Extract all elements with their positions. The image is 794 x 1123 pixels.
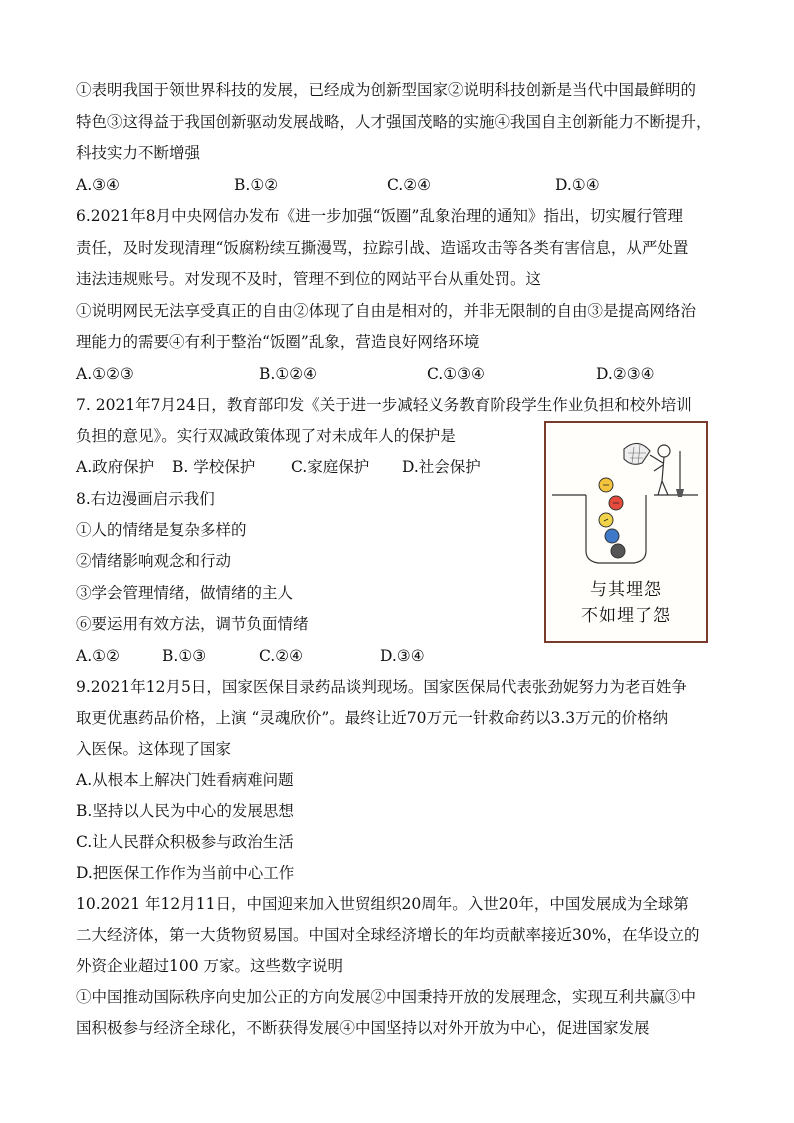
q6-option-d: D.②③④: [596, 365, 655, 383]
q7-option-c: C.家庭保护: [291, 458, 370, 476]
q5-line-2: 特色③这得益于我国创新驱动发展战略，人才强国茂略的实施④我国自主创新能力不断提升，: [76, 113, 712, 131]
q5-line-1: ①表明我国于领世界科技的发展，已经成为创新型国家②说明科技创新是当代中国最鲜明的: [76, 81, 697, 99]
q7-option-b: B. 学校保护: [172, 458, 256, 476]
q8-option-c: C.②④: [259, 647, 304, 665]
q9-line-2: 取更优惠药品价格，上演 “灵魂欣价”。最终让近70万元一针救命药以3.3万元的价格纳: [76, 709, 669, 727]
q9-option-c: C.让人民群众积极参与政治生活: [76, 833, 294, 851]
q8-option-b: B.①③: [162, 647, 207, 665]
q6-line-3: 违法违规账号。对发现不及时，管理不到位的网站平台从重处罚。这: [76, 270, 542, 288]
cartoon-illustration: [544, 421, 708, 643]
cartoon-caption-2: 不如埋了怨: [581, 606, 671, 626]
q6-line-2: 责任，及时发现清理“饭腐粉续互撕漫骂，拉踪引战、造谣攻击等各类有害信息，从严处置: [76, 239, 689, 257]
q9-line-3: 入医保。这体现了国家: [76, 740, 232, 758]
q10-line-4: ①中国推动国际秩序向史加公正的方向发展②中国秉持开放的发展理念，实现互利共赢③中: [76, 988, 697, 1006]
q10-line-3: 外资企业超过100 万家。这些数字说明: [76, 957, 344, 975]
q7-option-a: A.政府保护: [76, 458, 155, 476]
q10-line-2: 二大经济体，第一大货物贸易国。中国对全球经济增长的年均贡献率接近30%，在华设立的: [76, 926, 700, 944]
cartoon-caption-1: 与其埋怨: [590, 580, 662, 600]
q5-option-d: D.①④: [555, 176, 600, 194]
q8-stem: 8.右边漫画启示我们: [76, 490, 215, 508]
q7-option-d: D.社会保护: [402, 458, 481, 476]
q9-option-b: B.坚持以人民为中心的发展思想: [76, 802, 294, 820]
q5-option-a: A.③④: [76, 176, 120, 194]
q6-line-1: 6.2021年8月中央网信办发布《进一步加强“饭圈”乱象治理的通知》指出，切实履行管理: [76, 207, 683, 225]
q7-line-2: 负担的意见》。实行双减政策体现了对未成年人的保护是: [76, 427, 456, 445]
q8-statement-4: ⑥要运用有效方法，调节负面情绪: [76, 615, 309, 633]
q5-option-b: B.①②: [234, 176, 279, 194]
q5-line-3: 科技实力不断增强: [76, 144, 201, 162]
q6-line-4: ①说明网民无法享受真正的自由②体现了自由是相对的，并非无限制的自由③是提高网络治: [76, 302, 697, 320]
q8-option-d: D.③④: [380, 647, 425, 665]
q6-line-5: 理能力的需要④有利于整治“饭圈”乱象，营造良好网络环境: [76, 333, 480, 351]
q6-option-c: C.①③④: [427, 365, 485, 383]
q9-option-d: D.把医保工作作为当前中心工作: [76, 864, 295, 882]
q8-statement-1: ①人的情绪是复杂多样的: [76, 521, 247, 539]
q8-statement-3: ③学会管理情绪，做情绪的主人: [76, 584, 294, 602]
q9-option-a: A.从根本上解决门姓看病难问题: [76, 771, 294, 789]
q6-option-a: A.①②③: [76, 365, 134, 383]
q7-line-1: 7. 2021年7月24日，教育部印发《关于进一步减轻义务教育阶段学生作业负担和校外培训: [76, 396, 692, 414]
q8-option-a: A.①②: [76, 647, 120, 665]
q10-line-1: 10.2021 年12月11日，中国迎来加入世贸组织20周年。入世20年，中国发展成为全球第: [76, 895, 689, 913]
q10-line-5: 国积极参与经济全球化，不断获得发展④中国坚持以对外开放为中心，促进国家发展: [76, 1019, 650, 1037]
q8-statement-2: ②情绪影响观念和行动: [76, 552, 232, 570]
q9-line-1: 9.2021年12月5日，国家医保目录药品谈判现场。国家医保局代表张劲妮努力为老百姓争: [76, 678, 687, 696]
q5-option-c: C.②④: [387, 176, 432, 194]
q6-option-b: B.①②④: [259, 365, 318, 383]
